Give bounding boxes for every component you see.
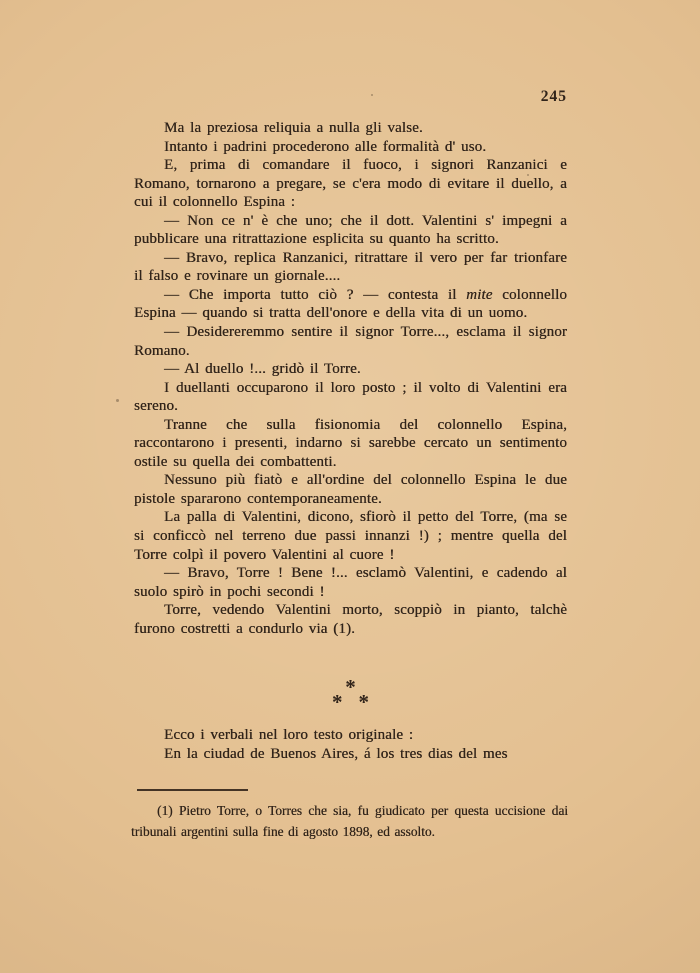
paragraph <box>134 212 567 249</box>
italic-text: mite <box>466 286 493 303</box>
paragraph <box>131 801 568 843</box>
text-segment: La palla di Valentini, dicono, sfiorò il petto del Torre, (ma se si conficcò nel terreno due passi innanzi !) ; mentre quella del Torre colpì il povero Valentini al cuore ! <box>134 509 567 563</box>
paragraph <box>134 471 567 508</box>
footnote-rule <box>137 789 248 791</box>
paper-speckle <box>116 399 119 402</box>
text-segment: Tranne che sulla fisionomia del colonnello Espina, raccontarono i presenti, indarno si sarebbe cercato un sentimento ostile su quella dei combattenti. <box>134 416 567 470</box>
text-segment: E, prima di comandare il fuoco, i signori Ranzanici e Romano, tornarono a pregare, se c'era modo di evitare il duello, a cui il colonnello Espina : <box>134 157 567 211</box>
main-text-block <box>134 119 567 638</box>
asterism-bottom-right-star: * <box>358 690 369 714</box>
paragraph <box>134 564 567 601</box>
paragraph <box>134 508 567 564</box>
text-segment: — Desidereremmo sentire il signor Torre..., esclama il signor Romano. <box>134 324 567 359</box>
text-segment: Ecco i verbali nel loro testo originale : <box>164 727 414 743</box>
text-segment: En la ciudad de Buenos Aires, á los tres dias del mes <box>164 745 508 762</box>
paragraph <box>134 286 567 323</box>
paragraph <box>134 360 567 379</box>
closing-text-block <box>134 726 567 763</box>
paragraph <box>134 379 567 416</box>
text-segment: — Non ce n' è che uno; che il dott. Valentini s' impegni a pubblicare una ritrattazione esplicita su quanto ha scritto. <box>134 212 567 248</box>
paragraph <box>134 601 567 638</box>
paper-speckle <box>325 808 327 810</box>
asterism-bottom-left-star: * <box>332 690 343 714</box>
paragraph <box>134 745 567 764</box>
text-segment: — Che importa tutto ciò ? — contesta il <box>164 286 467 303</box>
text-segment: Ma la preziosa reliquia a nulla gli valse. <box>164 120 423 136</box>
asterism-top-star: * <box>345 675 356 699</box>
text-segment: — Al duello !... gridò il Torre. <box>164 361 361 378</box>
page-number: 245 <box>540 88 567 105</box>
paragraph <box>134 416 567 472</box>
text-segment: colonnello Espina — quando si tratta dell'onore e della vita di un uomo. <box>134 286 567 322</box>
paper-speckle <box>527 174 529 176</box>
asterism-divider <box>134 675 567 714</box>
paragraph <box>134 138 567 157</box>
footnote-block <box>131 801 568 843</box>
paper-speckle <box>371 94 373 96</box>
text-segment: — Bravo, Torre ! Bene !... esclamò Valentini, e cadendo al suolo spirò in pochi secondi ! <box>134 565 567 600</box>
paragraph <box>134 726 567 745</box>
text-segment: I duellanti occuparono il loro posto ; il volto di Valentini era sereno. <box>134 379 567 415</box>
text-segment: (1) Pietro Torre, o Torres che sia, fu giudicato per questa uccisione dai tribunali argentini sulla fine di agosto 1898, ed assolto. <box>131 803 568 839</box>
text-segment: Nessuno più fiatò e all'ordine del colonnello Espina le due pistole spararono contemporaneamente. <box>134 472 567 507</box>
paragraph <box>134 119 567 138</box>
text-segment: — Bravo, replica Ranzanici, ritrattare il vero per far trionfare il falso e rovinare un giornale.... <box>134 249 567 285</box>
paragraph <box>134 249 567 286</box>
paragraph <box>134 323 567 360</box>
text-segment: Torre, vedendo Valentini morto, scoppiò in pianto, talchè furono costretti a condurlo via (1). <box>134 602 567 637</box>
paragraph <box>134 156 567 212</box>
asterism-bottom-stars <box>134 690 567 714</box>
text-segment: Intanto i padrini procederono alle formalità d' uso. <box>164 138 487 155</box>
